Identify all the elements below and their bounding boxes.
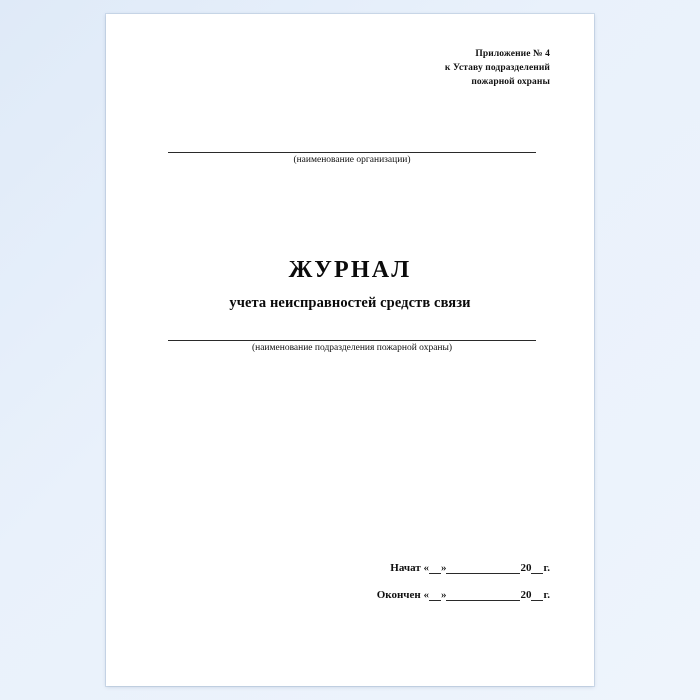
- organization-name-rule: [168, 152, 536, 153]
- started-year-blank[interactable]: [531, 563, 543, 574]
- unit-name-caption: (наименование подразделения пожарной охраны): [251, 343, 453, 353]
- page-subtitle: учета неисправностей средств связи: [229, 295, 471, 311]
- started-label: Начат: [390, 562, 421, 574]
- appendix-line-3: пожарной охраны: [471, 76, 550, 87]
- title-block: [106, 257, 594, 312]
- document-page: [106, 14, 594, 686]
- started-month-blank[interactable]: [446, 563, 520, 574]
- started-row[interactable]: [377, 563, 550, 574]
- organization-name-caption: (наименование организации): [293, 155, 411, 165]
- appendix-line-1: Приложение № 4: [475, 49, 550, 59]
- page-title: ЖУРНАЛ: [288, 257, 412, 283]
- date-fields: [377, 563, 550, 601]
- finished-label: Окончен: [376, 589, 421, 601]
- started-quote-open: «: [423, 562, 429, 574]
- appendix-reference: [445, 48, 550, 89]
- started-year-prefix: 20: [520, 562, 532, 574]
- finished-month-blank[interactable]: [446, 590, 520, 601]
- started-day-blank[interactable]: [429, 563, 441, 574]
- finished-quote-open: «: [423, 589, 429, 601]
- finished-quote-close: »: [440, 589, 447, 601]
- started-year-suffix: г.: [543, 562, 550, 574]
- finished-row[interactable]: [377, 590, 550, 601]
- appendix-line-2: к Уставу подразделений: [444, 62, 550, 73]
- unit-name-rule: [168, 340, 536, 341]
- started-quote-close: »: [440, 562, 447, 574]
- finished-year-prefix: 20: [520, 589, 532, 601]
- document-sheet: [106, 14, 594, 686]
- unit-name-field[interactable]: [168, 340, 536, 353]
- finished-year-blank[interactable]: [531, 590, 543, 601]
- finished-year-suffix: г.: [543, 589, 550, 601]
- organization-name-field[interactable]: [168, 152, 536, 165]
- finished-day-blank[interactable]: [429, 590, 441, 601]
